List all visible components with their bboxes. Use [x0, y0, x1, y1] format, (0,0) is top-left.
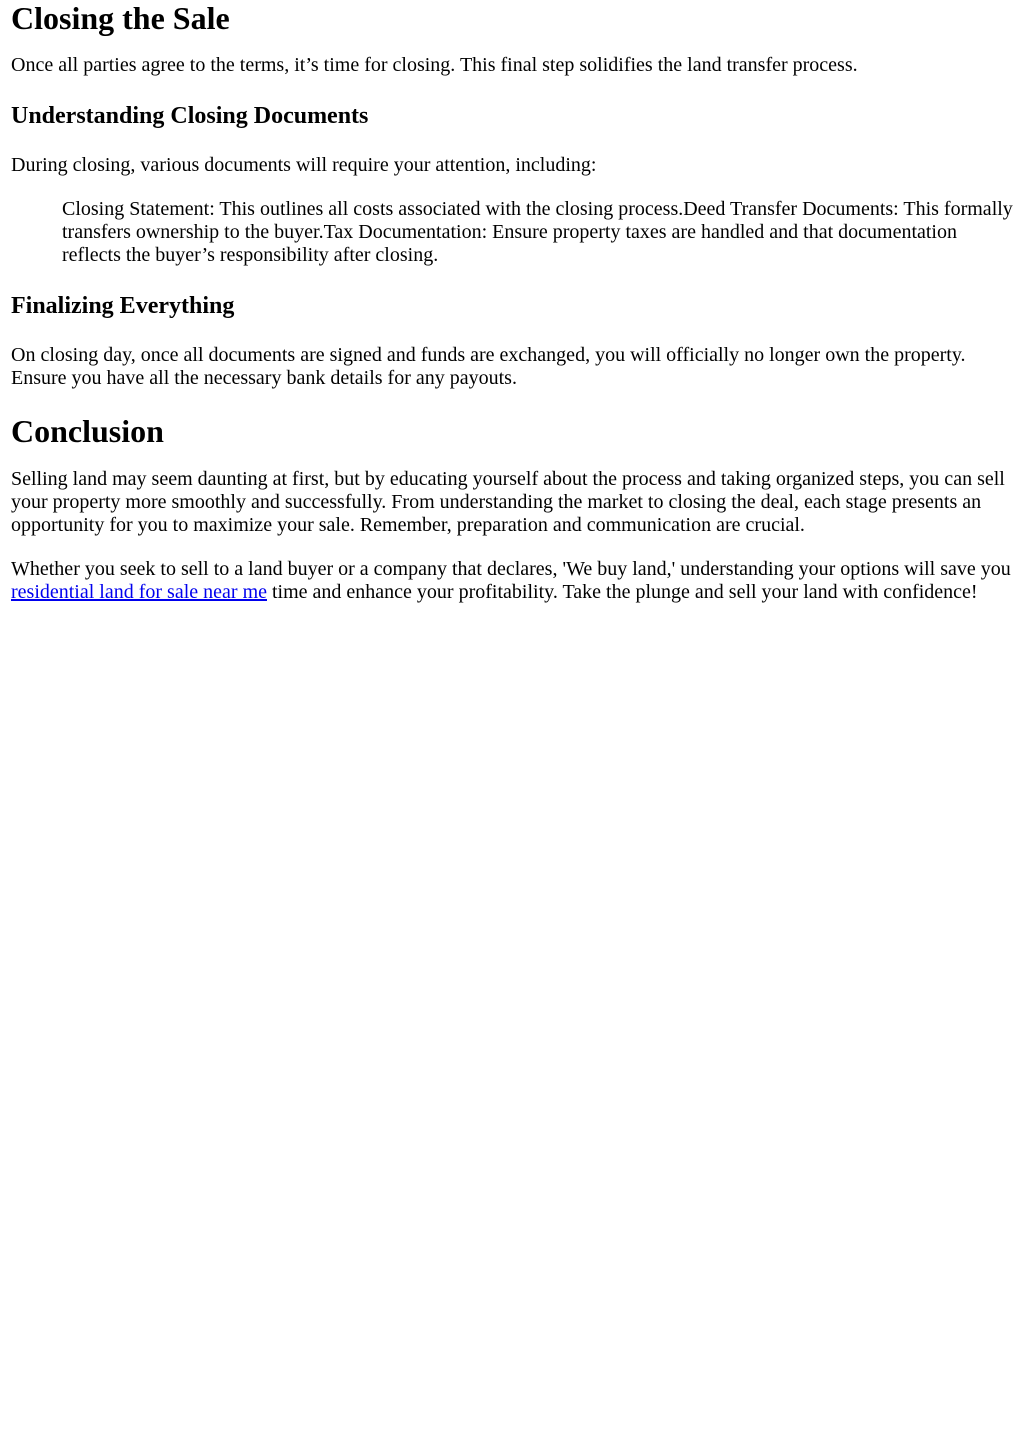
docs-heading: Understanding Closing Documents	[11, 103, 369, 129]
paragraph-2-before: Whether you seek to sell to a land buyer or a company that declares, 'We buy land,' understanding your options will save you	[11, 558, 1011, 580]
conclusion-title: Conclusion	[11, 413, 164, 449]
conclusion-paragraph-1: Selling land may seem daunting at first, but by educating yourself about the process and taking organized steps, you can sell your property more smoothly and successfully. From understanding the market to closing the deal, each stage presents an opportunity for you to maximize your sale. Remember, preparation and communication are crucial.	[11, 468, 1005, 536]
docs-intro: During closing, various documents will require your attention, including:	[11, 154, 597, 176]
article	[0, 0, 1024, 604]
closing-intro: Once all parties agree to the terms, it’s time for closing. This final step solidifies the land transfer process.	[11, 54, 858, 76]
conclusion-paragraph-2	[11, 558, 1013, 604]
finalizing-text: On closing day, once all documents are signed and funds are exchanged, you will officially no longer own the property. Ensure you have all the necessary bank details for any payouts.	[11, 344, 966, 389]
paragraph-2-after: time and enhance your profitability. Take the plunge and sell your land with confidence!	[267, 581, 978, 603]
docs-list: Closing Statement: This outlines all costs associated with the closing process.Deed Transfer Documents: This formally transfers ownership to the buyer.Tax Documentation: Ensure property taxes are handled and that documentation reflects the buyer’s responsibility after closing.	[62, 198, 1013, 266]
residential-land-link[interactable]: residential land for sale near me	[11, 581, 267, 603]
finalizing-heading: Finalizing Everything	[11, 293, 235, 319]
closing-title: Closing the Sale	[11, 0, 230, 36]
